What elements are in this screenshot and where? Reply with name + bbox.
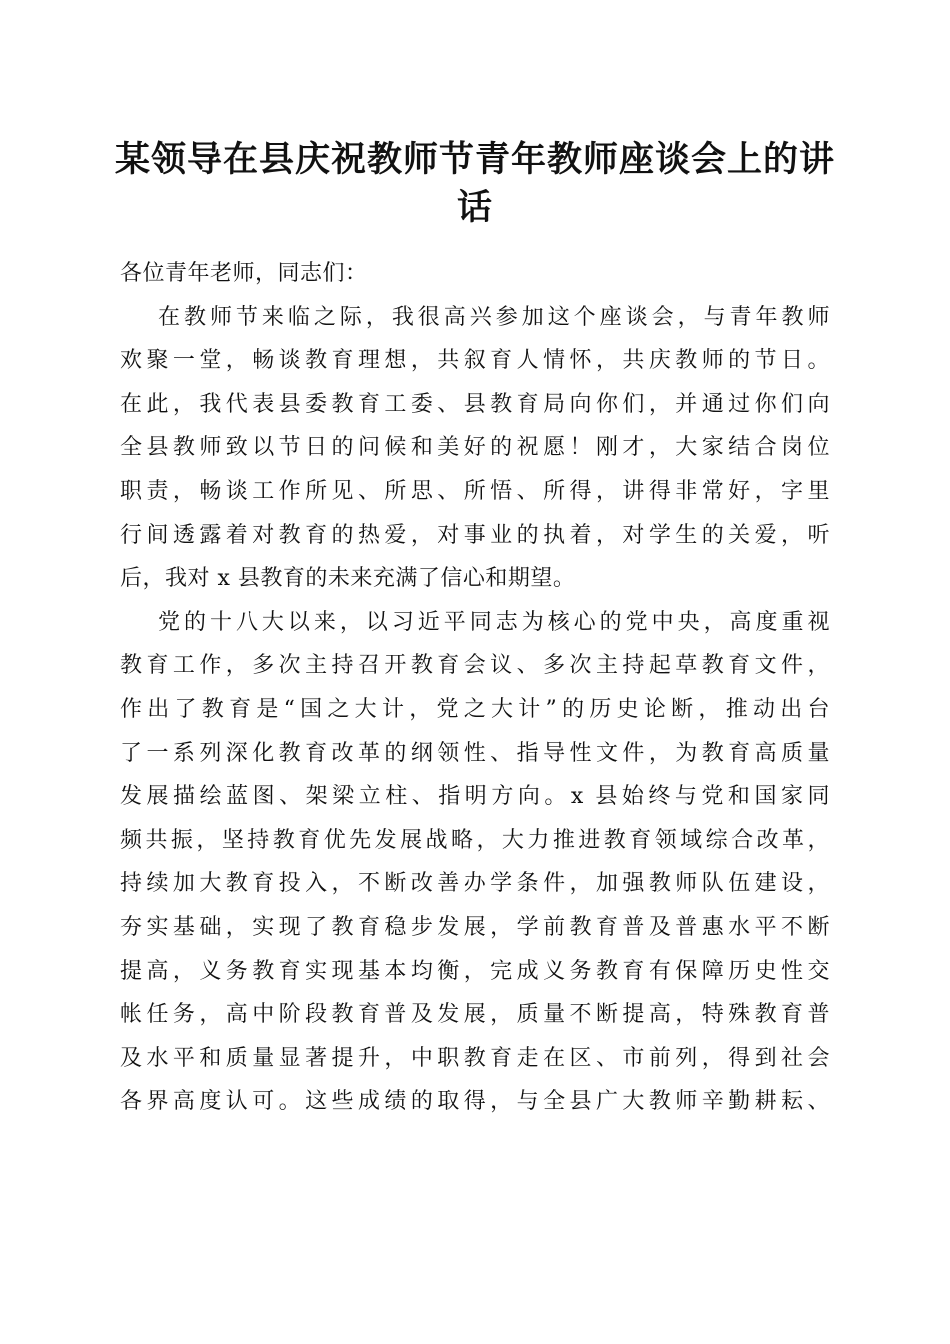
- paragraph-line: 职责，畅谈工作所见、所思、所悟、所得，讲得非常好，字里: [120, 478, 830, 504]
- document-body: [120, 252, 830, 1124]
- paragraph-line: 了一系列深化教育改革的纲领性、指导性文件，为教育高质量: [120, 740, 830, 766]
- paragraph-line: 在此，我代表县委教育工委、县教育局向你们，并通过你们向: [120, 391, 830, 417]
- paragraph-line: 作出了教育是“国之大计，党之大计”的历史论断，推动出台: [120, 696, 830, 722]
- paragraph-line: 提高，义务教育实现基本均衡，完成义务教育有保障历史性交: [120, 958, 830, 984]
- title-line-2: 话: [456, 187, 493, 228]
- paragraph-1: [120, 296, 830, 601]
- paragraph-line: 欢聚一堂，畅谈教育理想，共叙育人情怀，共庆教师的节日。: [120, 348, 830, 374]
- paragraph-line: 频共振，坚持教育优先发展战略，大力推进教育领域综合改革，: [120, 827, 830, 853]
- paragraph-line: 行间透露着对教育的热爱，对事业的执着，对学生的关爱，听: [120, 522, 830, 548]
- paragraph-line: 后，我对 x 县教育的未来充满了信心和期望。: [120, 566, 576, 592]
- paragraph-line: 持续加大教育投入，不断改善办学条件，加强教师队伍建设，: [120, 871, 830, 897]
- title-line-1: 某领导在县庆祝教师节青年教师座谈会上的讲: [114, 139, 835, 180]
- paragraph-line: 各界高度认可。这些成绩的取得，与全县广大教师辛勤耕耘、: [120, 1089, 830, 1115]
- paragraph-line: 帐任务，高中阶段教育普及发展，质量不断提高，特殊教育普: [120, 1002, 830, 1028]
- paragraph-line: 发展描绘蓝图、架梁立柱、指明方向。x 县始终与党和国家同: [120, 784, 830, 810]
- salutation: 各位青年老师，同志们：: [120, 261, 368, 286]
- paragraph-line: 在教师节来临之际，我很高兴参加这个座谈会，与青年教师: [158, 304, 830, 330]
- paragraph-2: [120, 601, 830, 1124]
- paragraph-line: 教育工作，多次主持召开教育会议、多次主持起草教育文件，: [120, 653, 830, 679]
- document-title: [110, 136, 840, 232]
- paragraph-line: 党的十八大以来，以习近平同志为核心的党中央，高度重视: [158, 609, 830, 635]
- paragraph-line: 全县教师致以节日的问候和美好的祝愿！刚才，大家结合岗位: [120, 435, 830, 461]
- paragraph-line: 及水平和质量显著提升，中职教育走在区、市前列，得到社会: [120, 1045, 830, 1071]
- paragraph-line: 夯实基础，实现了教育稳步发展，学前教育普及普惠水平不断: [120, 914, 830, 940]
